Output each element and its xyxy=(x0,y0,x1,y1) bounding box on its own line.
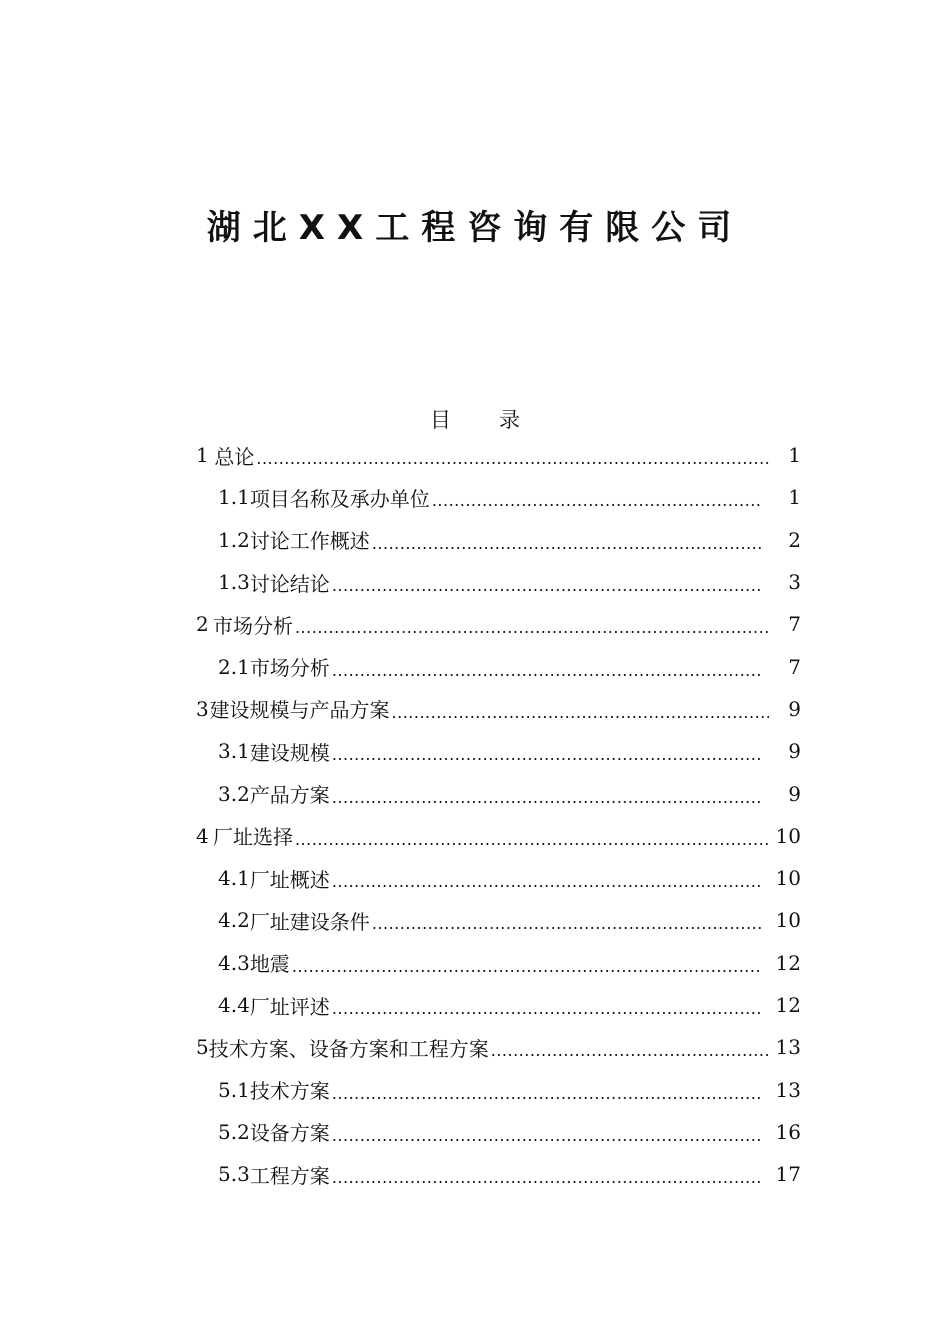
toc-entry-label: 地震 xyxy=(249,952,290,977)
toc-entry-number: 2.1 xyxy=(218,654,250,679)
toc-entry-label: 厂址概述 xyxy=(249,867,330,892)
toc-entry-number: 4.1 xyxy=(218,866,250,891)
toc-dot-leader xyxy=(332,740,761,762)
toc-entry-page: 10 xyxy=(775,823,801,848)
toc-entry[interactable] xyxy=(196,899,801,941)
toc-entry-number: 2 xyxy=(196,612,209,637)
toc-dot-leader xyxy=(332,571,761,593)
toc-entry-label: 项目名称及承办单位 xyxy=(249,486,430,511)
toc-dot-leader xyxy=(332,1079,761,1101)
toc-entry[interactable] xyxy=(196,857,801,899)
toc-entry-label: 设备方案 xyxy=(249,1121,330,1146)
toc-entry-label: 讨论工作概述 xyxy=(249,529,370,554)
toc-entry-label: 市场分析 xyxy=(212,613,293,638)
toc-entry-page: 9 xyxy=(788,781,801,806)
toc-entry-label: 讨论结论 xyxy=(249,571,330,596)
toc-entry-number: 1.3 xyxy=(218,570,250,595)
toc-entry[interactable] xyxy=(196,561,801,603)
toc-entry-label: 总论 xyxy=(214,444,255,469)
toc-entry-page: 12 xyxy=(775,950,801,975)
toc-entry-number: 4 xyxy=(196,823,209,848)
toc-dot-leader xyxy=(256,444,769,466)
toc-dot-leader xyxy=(332,994,761,1016)
toc-entry-number: 3 xyxy=(196,696,209,721)
toc-entry[interactable] xyxy=(196,1111,801,1153)
toc-dot-leader xyxy=(295,825,769,847)
toc-entry-label: 技术方案 xyxy=(249,1079,330,1104)
company-name: 湖北XX工程咨询有限公司 xyxy=(206,208,744,248)
toc-entry-page: 17 xyxy=(775,1162,801,1187)
toc-dot-leader xyxy=(292,952,761,974)
toc-entry[interactable] xyxy=(196,730,801,772)
toc-entry[interactable] xyxy=(196,1026,801,1068)
toc-entry-page: 2 xyxy=(788,527,801,552)
toc-entry-label: 产品方案 xyxy=(249,783,330,808)
toc-entry-number: 3.2 xyxy=(218,781,250,806)
toc-entry[interactable] xyxy=(196,476,801,518)
toc-entry-page: 16 xyxy=(775,1119,801,1144)
toc-entry-number: 1.2 xyxy=(218,527,250,552)
toc-entry-number: 4.2 xyxy=(218,908,250,933)
toc-entry-label: 建设规模与产品方案 xyxy=(209,698,390,723)
toc-entry-label: 厂址评述 xyxy=(249,994,330,1019)
toc-entry-page: 1 xyxy=(788,443,801,468)
toc-entry[interactable] xyxy=(196,434,801,476)
toc-entry-number: 1 xyxy=(196,443,209,468)
toc-entry-page: 13 xyxy=(775,1077,801,1102)
toc-title: 目录 xyxy=(430,408,568,432)
toc-entry-number: 5 xyxy=(196,1035,209,1060)
toc-entry-label: 技术方案、设备方案和工程方案 xyxy=(208,1036,489,1061)
toc-entry[interactable] xyxy=(196,688,801,730)
toc-entry[interactable] xyxy=(196,984,801,1026)
toc-dot-leader xyxy=(491,1036,769,1058)
toc-entry-page: 10 xyxy=(775,866,801,891)
toc-dot-leader xyxy=(332,656,761,678)
toc-dot-leader xyxy=(372,529,761,551)
toc-dot-leader xyxy=(392,698,769,720)
toc-entry-number: 1.1 xyxy=(218,485,250,510)
toc-dot-leader xyxy=(332,1121,761,1143)
toc-entry-page: 7 xyxy=(788,612,801,637)
toc-entry-number: 5.2 xyxy=(218,1119,250,1144)
toc-entry[interactable] xyxy=(196,645,801,687)
toc-entry[interactable] xyxy=(196,942,801,984)
table-of-contents xyxy=(196,434,801,1195)
toc-entry-number: 5.1 xyxy=(218,1077,250,1102)
toc-dot-leader xyxy=(295,613,769,635)
toc-entry-label: 工程方案 xyxy=(249,1163,330,1188)
toc-entry[interactable] xyxy=(196,815,801,857)
toc-entry-number: 4.4 xyxy=(218,993,250,1017)
toc-dot-leader xyxy=(332,867,761,889)
toc-dot-leader xyxy=(332,783,761,805)
toc-entry-label: 建设规模 xyxy=(249,740,330,765)
toc-entry-number: 5.3 xyxy=(218,1162,250,1187)
toc-dot-leader xyxy=(332,1163,761,1185)
toc-entry-page: 3 xyxy=(788,570,801,595)
toc-entry-page: 13 xyxy=(775,1035,801,1060)
toc-entry-page: 1 xyxy=(788,485,801,510)
toc-entry-number: 3.1 xyxy=(218,739,250,764)
toc-entry-number: 4.3 xyxy=(218,950,250,975)
toc-entry-label: 厂址建设条件 xyxy=(249,909,370,934)
toc-entry[interactable] xyxy=(196,1153,801,1195)
toc-entry-label: 市场分析 xyxy=(249,656,330,681)
toc-entry[interactable] xyxy=(196,1068,801,1110)
toc-entry-label: 厂址选择 xyxy=(212,825,293,850)
toc-entry-page: 9 xyxy=(788,696,801,721)
toc-entry[interactable] xyxy=(196,519,801,561)
toc-entry[interactable] xyxy=(196,603,801,645)
toc-entry-page: 7 xyxy=(788,654,801,679)
toc-dot-leader xyxy=(432,486,761,508)
toc-entry-page: 10 xyxy=(775,908,801,933)
toc-entry-page: 12 xyxy=(775,993,801,1017)
toc-entry[interactable] xyxy=(196,772,801,814)
toc-dot-leader xyxy=(372,909,761,931)
toc-entry-page: 9 xyxy=(788,739,801,764)
